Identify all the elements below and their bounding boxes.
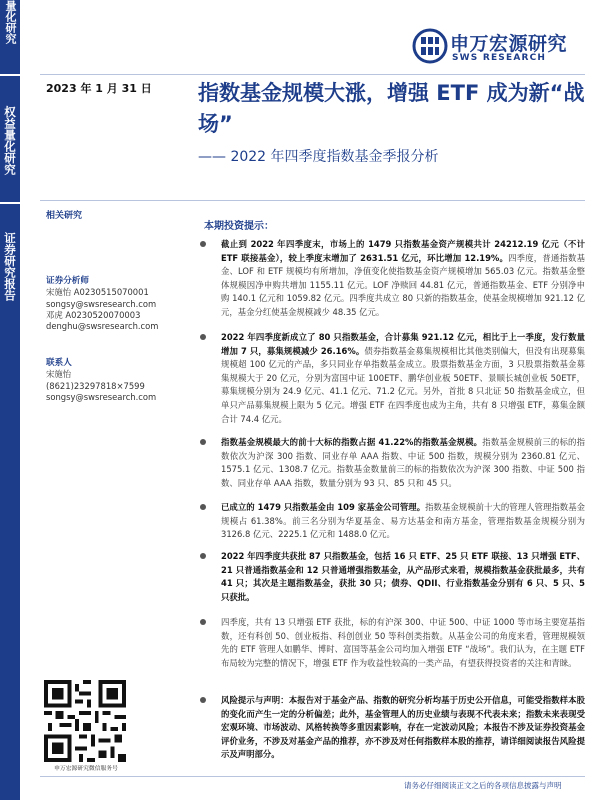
sidebar-label-equity-quant: 权益量化研究 — [3, 106, 17, 175]
section-divider — [40, 200, 585, 201]
company-logo — [412, 28, 582, 68]
analyst-info — [46, 276, 196, 332]
footer-divider — [40, 776, 585, 777]
analyst-heading: 证券分析师 — [46, 276, 89, 286]
report-title: 指数基金规模大涨，增强 ETF 成为新“战场” — [198, 81, 585, 136]
contact-phone: (8621)23297818×7599 — [46, 380, 145, 391]
analyst-email[interactable]: denghu@swsresearch.com — [46, 321, 159, 332]
bullet-text: 四季度，普通指数基金、LOF 和 ETF 规模均有所增加，净值变化使指数基金资产规模增加 565.03 亿元。指数基金整体规模因净申购共增加 1155.11 亿元。LOF 净赎回 44.81 亿元，普通指数基金、ETF 分别净申购 140.1 亿元和 1059.82 亿元。四季度共成立 80 只新的指数基金，使基金规模增加 921.12 亿元，基金分红使基金规模减少 48.35 亿元。 — [221, 252, 586, 317]
bullet-bold-text: 截止到 2022 年四季度末，市场上的 1479 只指数基金资产规模共计 24212.19 亿元（不计 ETF 联接基金），较上季度末增加了 2631.51 亿元，环比增加 12.19%。 — [221, 239, 585, 263]
bullet-dot-icon — [200, 553, 206, 559]
bullet-item — [200, 331, 585, 426]
bullet-dot-icon — [200, 439, 206, 445]
bullet-item — [200, 616, 585, 670]
footer-disclaimer: 请务必仔细阅读正文之后的各项信息披露与声明 — [404, 781, 562, 790]
bullet-dot-icon — [200, 619, 206, 625]
bullet-dot-icon — [200, 504, 206, 510]
header-divider — [40, 74, 585, 75]
bullet-dot-icon — [200, 241, 206, 247]
report-date: 2023 年 1 月 31 日 — [46, 82, 152, 95]
contact-info — [46, 358, 196, 403]
bullet-text: 指数基金规模前十大的管理人管理指数基金规模占 61.38%。前三名分别为华夏基金、易方达基金和南方基金，管理指数基金规模分别为 3126.8 亿元、2225.1 亿元和 1488.0 亿元。 — [221, 502, 586, 540]
logo-text-cn: 申万宏源研究 — [450, 33, 568, 55]
bullet-dot-icon — [200, 334, 206, 340]
report-subtitle: —— 2022 年四季度指数基金季报分析 — [198, 149, 439, 165]
sidebar-label-quant: 量化研究 — [4, 0, 17, 44]
logo-mark-icon — [412, 28, 448, 64]
contact-name: 宋施怡 — [46, 369, 72, 380]
bullet-item — [200, 694, 585, 762]
analyst-line: 邓虎 A0230520070003 — [46, 309, 141, 320]
wechat-qr-code — [44, 680, 126, 762]
bullet-item — [200, 501, 585, 542]
bullet-bold-text: 2022 年四季度共获批 87 只指数基金，包括 16 只 ETF、25 只 ETF 联接、13 只增强 ETF、21 只普通指数基金和 12 只普通增强指数基金，从产品形式来看，规模指数基金获批最多，共有 41 只；其次是主题指数基金，获批 30 只；债券、QDII、行业指数基金分别有 6 只、5 只、5 只获批。 — [221, 551, 585, 602]
bullet-bold-text: 指数基金规模最大的前十大标的指数占据 41.22%的指数基金规模。 — [221, 437, 483, 447]
bullet-text: 指数基金规模前三的标的指数依次为沪深 300 指数、同业存单 AAA 指数、中证 500 指数，规模分别为 2360.81 亿元、1575.1 亿元、1308.7 亿元。指数基金数量前三的标的指数依次为沪深 300 指数、中证 500 指数、同业存单 AAA 指数，数量分别为 93 只、85 只和 45 只。 — [221, 437, 586, 488]
sidebar-segment-bottom — [0, 204, 20, 800]
bullet-item — [200, 550, 585, 604]
bullet-text: 债券指数基金募集规模相比其他类别偏大，但没有出现募集规模超 100 亿元的产品，多只同业存单指数基金成立。股票指数基金方面，3 只股票指数基金募集规模大于 20 亿元，分别为富国中证 100ETF、鹏华创业板 50ETF、景顺长城创业板 50ETF，募集规模分别为 24.9 亿元、41.1 亿元、71.2 亿元。另外，首批 8 只北证 50 指数基金成立，但单只产品募集规模上限为 5 亿元。增强 ETF 在四季度也成为主角，共有 8 只增强 ETF，募集金额合计 74.4 亿元。 — [221, 345, 585, 424]
bullet-item — [200, 238, 585, 320]
qr-caption: 申万宏源研究微信服务号 — [54, 766, 118, 772]
bullet-bold-text: 2022 年四季度新成立了 80 只指数基金，合计募集 921.12 亿元，相比于上一季度，发行数量增加 7 只，募集规模减少 26.16%。 — [221, 332, 585, 356]
sidebar-label-securities-report: 证券研究报告 — [3, 232, 17, 301]
contact-heading: 联系人 — [46, 358, 72, 368]
logo-text-en: SWS RESEARCH — [452, 53, 547, 63]
sidebar — [0, 0, 20, 800]
bullet-item — [200, 436, 585, 490]
sidebar-segment-top — [0, 0, 20, 74]
related-research-label: 相关研究 — [46, 211, 83, 221]
sidebar-segment-middle — [0, 76, 20, 202]
bullet-bold-text: 已成立的 1479 只指数基金由 109 家基金公司管理。 — [221, 502, 426, 512]
bullet-dot-icon — [200, 697, 206, 703]
section-heading: 本期投资提示： — [204, 221, 274, 232]
bullet-bold-text: 风险提示与声明：本报告对于基金产品、指数的研究分析均基于历史公开信息，可能受指数样本股的变化而产生一定的分析偏差；此外，基金管理人的历史业绩与表现不代表未来；指数未来表现受宏观环境、市场波动、风格转换等多重因素影响，存在一定波动风险；本报告不涉及证券投资基金评价业务，不涉及对基金产品的推荐，亦不涉及对任何指数样本股的推荐，请详细阅读报告风险提示及声明部分。 — [221, 695, 585, 760]
bullet-text: 四季度，共有 13 只增强 ETF 获批，标的有沪深 300、中证 500、中证 1000 等市场主要宽基指数，还有科创 50、创业板指、科创创业 50 等科创类指数。从基金公司的角度来看，管理规模领先的 ETF 管理人如鹏华、博时、富国等基金公司均加入增强 ETF “战场”。我们认为，在主题 ETF 布局较为完整的情况下，增强 ETF 作为收益性较高的一类产品，有望获得投资者的关注和青睐。 — [221, 617, 585, 668]
analyst-line: 宋施怡 A0230515070001 — [46, 287, 149, 298]
analyst-email[interactable]: songsy@swsresearch.com — [46, 298, 157, 309]
contact-email[interactable]: songsy@swsresearch.com — [46, 391, 157, 402]
